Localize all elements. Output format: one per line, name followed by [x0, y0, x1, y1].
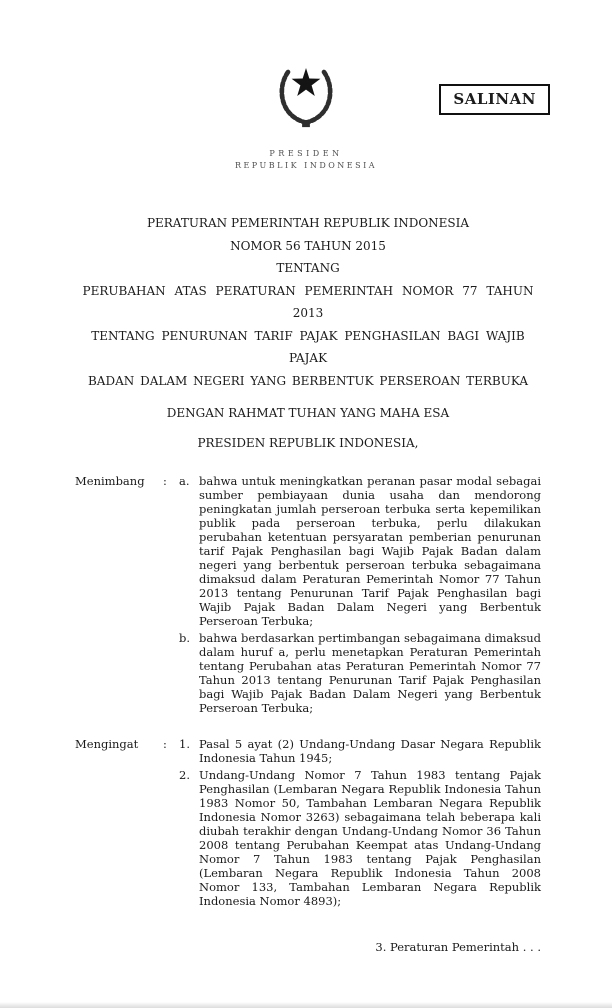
subject-line-1: PERUBAHAN ATAS PERATURAN PEMERINTAH NOMOR 77 TAHUN 2013	[82, 283, 534, 320]
document-body	[75, 474, 541, 954]
item-marker-b: b.	[179, 631, 191, 645]
legal-basis-item-2	[179, 768, 541, 908]
consideration-item-b	[179, 631, 541, 715]
authority-line: PRESIDEN REPUBLIK INDONESIA,	[197, 435, 419, 450]
salinan-stamp	[439, 84, 550, 115]
legal-basis-item-1	[179, 737, 541, 765]
item-marker-a: a.	[179, 474, 190, 488]
letterhead-republik-indonesia: REPUBLIK INDONESIA	[234, 161, 378, 170]
menimbang-items	[179, 474, 541, 715]
subject-line-3: BADAN DALAM NEGERI YANG BERBENTUK PERSEROAN TERBUKA	[87, 373, 529, 388]
mengingat-colon: :	[163, 737, 167, 751]
item-marker-1: 1.	[179, 737, 190, 751]
consideration-text-b: bahwa berdasarkan pertimbangan sebagaimana dimaksud dalam huruf a, perlu menetapkan Peraturan Pemerintah tentang Perubahan atas Peraturan Pemerintah Nomor 77 Tahun 2013 tentang Penurunan Tarif Pajak Penghasilan bagi Wajib Pajak Badan Dalam Negeri yang Berbentuk Perseroan Terbuka;	[199, 631, 541, 715]
subject-line-2: TENTANG PENURUNAN TARIF PAJAK PENGHASILAN BAGI WAJIB PAJAK	[91, 328, 525, 365]
title-block	[75, 212, 541, 454]
item-marker-2: 2.	[179, 768, 190, 782]
salinan-label: SALINAN	[453, 90, 536, 108]
menimbang-label: Menimbang	[75, 474, 145, 488]
consideration-item-a	[179, 474, 541, 628]
page-bottom-edge	[0, 1002, 612, 1008]
legal-basis-text-2: Undang-Undang Nomor 7 Tahun 1983 tentang Pajak Penghasilan (Lembaran Negara Republik Indonesia Tahun 1983 Nomor 50, Tambahan Lembaran Negara Republik Indonesia Nomor 3263) sebagaimana telah beberapa kali diubah terakhir dengan Undang-Undang Nomor 36 Tahun 2008 tentang Perubahan Keempat atas Undang-Undang Nomor 7 Tahun 1983 tentang Pajak Penghasilan (Lembaran Negara Republik Indonesia Tahun 2008 Nomor 133, Tambahan Lembaran Negara Republik Indonesia Nomor 4893);	[199, 768, 541, 908]
doc-title-line: PERATURAN PEMERINTAH REPUBLIK INDONESIA	[146, 216, 470, 230]
letterhead-presiden: PRESIDEN	[269, 149, 343, 158]
tentang-line: TENTANG	[276, 261, 340, 275]
doc-number-line: NOMOR 56 TAHUN 2015	[230, 238, 386, 253]
document-content	[0, 212, 612, 954]
catchword: 3. Peraturan Pemerintah . . .	[375, 940, 541, 954]
mengingat-items	[179, 737, 541, 908]
menimbang-section	[75, 474, 541, 715]
presidential-emblem-icon	[271, 56, 341, 136]
menimbang-colon: :	[163, 474, 167, 488]
consideration-text-a: bahwa untuk meningkatkan peranan pasar modal sebagai sumber pembiayaan dunia usaha dan mendorong peningkatan jumlah perseroan terbuka serta kepemilikan publik pada perseroan terbuka, perlu dilakukan perubahan ketentuan persyaratan pemberian penurunan tarif Pajak Penghasilan bagi Wajib Pajak Badan dalam negeri yang berbentuk perseroan terbuka sebagaimana dimaksud dalam Peraturan Pemerintah Nomor 77 Tahun 2013 tentang Penurunan Tarif Pajak Penghasilan bagi Wajib Pajak Badan Dalam Negeri yang Berbentuk Perseroan Terbuka;	[199, 474, 541, 628]
mengingat-section	[75, 737, 541, 908]
legal-basis-text-1: Pasal 5 ayat (2) Undang-Undang Dasar Negara Republik Indonesia Tahun 1945;	[199, 737, 541, 765]
mengingat-label: Mengingat	[75, 737, 139, 751]
invocation-line: DENGAN RAHMAT TUHAN YANG MAHA ESA	[166, 406, 450, 420]
